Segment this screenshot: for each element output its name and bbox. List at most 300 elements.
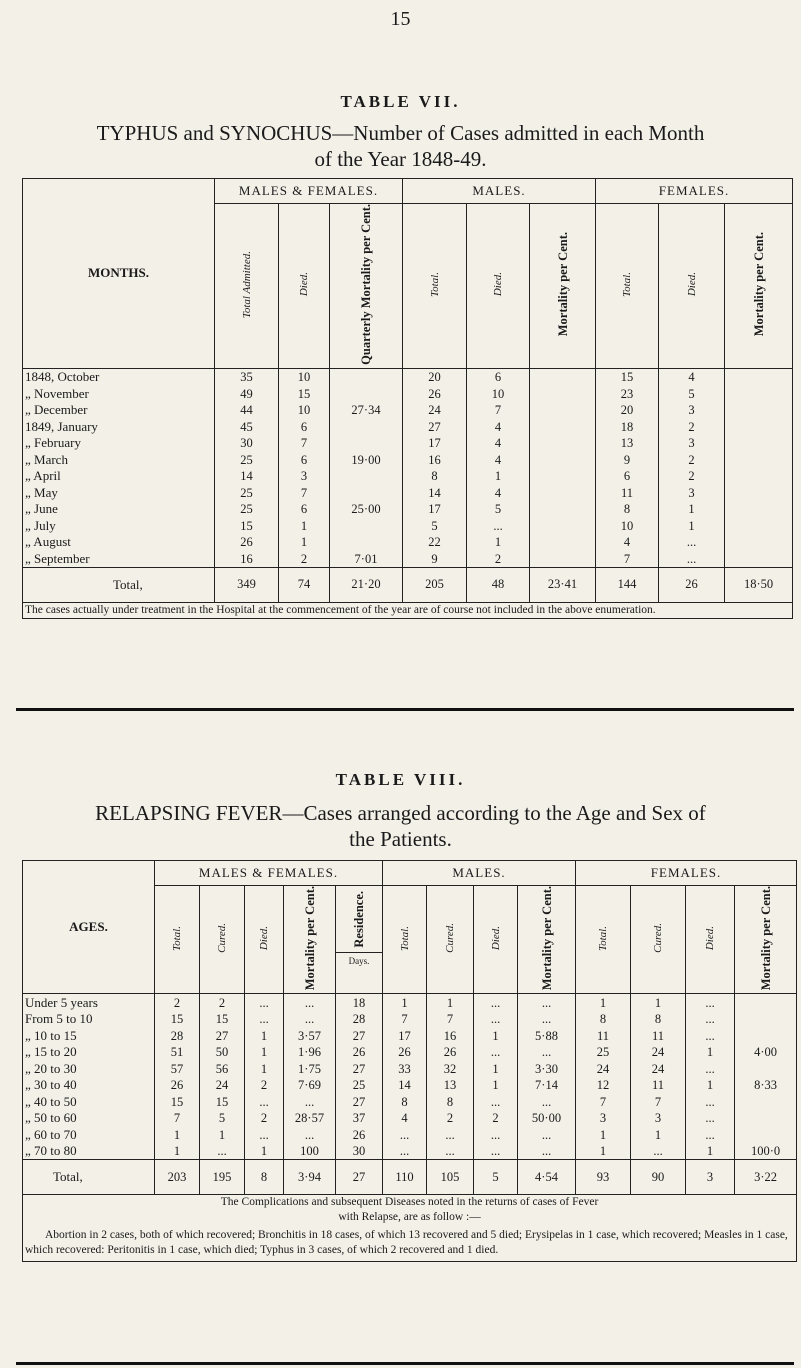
table-cell: 2: [245, 1077, 284, 1094]
table-cell: 1: [467, 468, 530, 485]
table-cell: [725, 534, 793, 551]
table-cell: 4: [467, 418, 530, 435]
table-cell: 26: [383, 1044, 427, 1061]
table7: [22, 178, 793, 619]
table-cell: [735, 1110, 797, 1127]
table7-total-row: [23, 567, 793, 602]
table-cell: 13: [596, 435, 659, 452]
table8-title-line2: the Patients.: [349, 827, 452, 851]
table-cell: ...: [383, 1143, 427, 1160]
table-cell: 3: [659, 435, 725, 452]
table-cell: 12: [576, 1077, 631, 1094]
table-cell: 56: [200, 1060, 245, 1077]
table-cell: 7: [383, 1011, 427, 1028]
age-label: „ 15 to 20: [23, 1044, 155, 1061]
table-cell: ...: [518, 1044, 576, 1061]
table-cell: [330, 484, 403, 501]
table-cell: [530, 468, 596, 485]
table-cell: ...: [659, 550, 725, 567]
table-cell: [725, 402, 793, 419]
table-cell: 1·96: [284, 1044, 336, 1061]
table-cell: 1: [245, 1044, 284, 1061]
age-label: „ 30 to 40: [23, 1077, 155, 1094]
table-cell: 6: [596, 468, 659, 485]
total-cell: 93: [576, 1160, 631, 1195]
month-label: 1849, January: [23, 418, 215, 435]
age-label: „ 20 to 30: [23, 1060, 155, 1077]
table-cell: ...: [474, 1011, 518, 1028]
month-label: „ March: [23, 451, 215, 468]
table-cell: ...: [518, 1143, 576, 1160]
table-row: [23, 994, 797, 1011]
table-cell: [330, 435, 403, 452]
table-cell: [725, 451, 793, 468]
table7-bottom-rule: [16, 708, 794, 711]
table-cell: 7: [155, 1110, 200, 1127]
table-cell: 3: [659, 484, 725, 501]
table-cell: 17: [383, 1027, 427, 1044]
total-cell: 90: [631, 1160, 686, 1195]
table-cell: 49: [215, 385, 279, 402]
table-cell: 2: [659, 418, 725, 435]
table-cell: [725, 468, 793, 485]
table-cell: [725, 435, 793, 452]
table-cell: 16: [427, 1027, 474, 1044]
table-cell: ...: [686, 1093, 735, 1110]
table-cell: 1: [155, 1143, 200, 1160]
total-cell: 74: [279, 567, 330, 602]
table-cell: 50·00: [518, 1110, 576, 1127]
table-cell: ...: [245, 1126, 284, 1143]
table-cell: ...: [245, 994, 284, 1011]
table-cell: 27·34: [330, 402, 403, 419]
table-cell: [530, 550, 596, 567]
table7-label: TABLE VII.: [340, 92, 461, 111]
table-cell: ...: [686, 1110, 735, 1127]
col-females-cured: Cured.: [631, 886, 686, 994]
col-females-died: Died.: [659, 204, 725, 369]
table-cell: ...: [427, 1126, 474, 1143]
table-cell: 5: [200, 1110, 245, 1127]
col-females-died: Died.: [686, 886, 735, 994]
both-sexes-header: MALES & FEMALES.: [215, 179, 403, 204]
col-females-total: Total.: [596, 204, 659, 369]
table-cell: 1: [427, 994, 474, 1011]
table-cell: 3: [659, 402, 725, 419]
table-cell: [725, 418, 793, 435]
table-cell: 9: [403, 550, 467, 567]
table-cell: 8: [383, 1093, 427, 1110]
table-cell: 8: [427, 1093, 474, 1110]
table-cell: 7: [279, 435, 330, 452]
table-cell: 27: [336, 1060, 383, 1077]
table-cell: 24: [631, 1044, 686, 1061]
table-cell: 24: [576, 1060, 631, 1077]
table-cell: 57: [155, 1060, 200, 1077]
table-cell: 2: [474, 1110, 518, 1127]
table-cell: ...: [245, 1093, 284, 1110]
table-cell: 1: [279, 534, 330, 551]
table8-title: [10, 800, 791, 852]
table-cell: 14: [383, 1077, 427, 1094]
table-cell: 6: [279, 501, 330, 518]
females-header: FEMALES.: [596, 179, 793, 204]
table-cell: 1: [245, 1060, 284, 1077]
col-females-mortality: Mortality per Cent.: [725, 204, 793, 369]
table-cell: ...: [474, 1093, 518, 1110]
col-males-total: Total.: [403, 204, 467, 369]
age-label: From 5 to 10: [23, 1011, 155, 1028]
table-cell: 3: [279, 468, 330, 485]
table-cell: 2: [279, 550, 330, 567]
table-cell: ...: [474, 994, 518, 1011]
col-males-died: Died.: [467, 204, 530, 369]
table-cell: ...: [686, 1027, 735, 1044]
table-row: [23, 484, 793, 501]
table-cell: 15: [155, 1093, 200, 1110]
table-cell: ...: [245, 1011, 284, 1028]
month-label: „ February: [23, 435, 215, 452]
table-cell: [725, 484, 793, 501]
table-cell: 16: [215, 550, 279, 567]
table-cell: 37: [336, 1110, 383, 1127]
table-cell: 1: [474, 1060, 518, 1077]
age-label: „ 10 to 15: [23, 1027, 155, 1044]
table-row: [23, 451, 793, 468]
table-cell: [735, 1126, 797, 1143]
table-cell: 26: [336, 1126, 383, 1143]
table-row: [23, 402, 793, 419]
table-cell: 20: [403, 368, 467, 385]
total-label: Total,: [23, 1160, 155, 1195]
total-cell: 5: [474, 1160, 518, 1195]
total-cell: 27: [336, 1160, 383, 1195]
table-cell: 8: [596, 501, 659, 518]
table-cell: 11: [596, 484, 659, 501]
table-cell: [530, 418, 596, 435]
table-cell: 15: [200, 1011, 245, 1028]
months-header: MONTHS.: [23, 179, 215, 369]
table-cell: 26: [427, 1044, 474, 1061]
table-cell: 15: [215, 517, 279, 534]
table-cell: [725, 550, 793, 567]
col-females-total: Total.: [576, 886, 631, 994]
table-row: [23, 1077, 797, 1094]
month-label: 1848, October: [23, 368, 215, 385]
table-cell: ...: [686, 1060, 735, 1077]
table-row: [23, 468, 793, 485]
table-cell: 3·30: [518, 1060, 576, 1077]
col-residence: Residence. Days.: [336, 886, 383, 994]
age-label: Under 5 years: [23, 994, 155, 1011]
table-cell: 19·00: [330, 451, 403, 468]
table-cell: 25: [215, 451, 279, 468]
table-row: [23, 501, 793, 518]
table-cell: [530, 451, 596, 468]
table-cell: 24: [403, 402, 467, 419]
table-cell: ...: [284, 994, 336, 1011]
table-cell: 10: [279, 402, 330, 419]
table-cell: [735, 1093, 797, 1110]
table-cell: 11: [631, 1027, 686, 1044]
table-cell: 2: [659, 468, 725, 485]
table-cell: 1: [383, 994, 427, 1011]
total-cell: 3: [686, 1160, 735, 1195]
table-cell: 25: [215, 501, 279, 518]
table8-label: TABLE VIII.: [335, 770, 466, 789]
month-label: „ April: [23, 468, 215, 485]
table-cell: 25·00: [330, 501, 403, 518]
table8: [22, 860, 797, 1262]
table-cell: 5: [403, 517, 467, 534]
table-cell: 7: [576, 1093, 631, 1110]
table-cell: 32: [427, 1060, 474, 1077]
table-cell: 27: [200, 1027, 245, 1044]
table-cell: 6: [279, 418, 330, 435]
table-cell: [330, 534, 403, 551]
table-cell: 28·57: [284, 1110, 336, 1127]
table-cell: 27: [336, 1027, 383, 1044]
table-cell: 15: [279, 385, 330, 402]
total-cell: 48: [467, 567, 530, 602]
table-cell: 5: [467, 501, 530, 518]
table-cell: [725, 501, 793, 518]
table-cell: ...: [474, 1044, 518, 1061]
table-cell: 20: [596, 402, 659, 419]
total-cell: 110: [383, 1160, 427, 1195]
table-cell: 8: [576, 1011, 631, 1028]
table7-note: The cases actually under treatment in the Hospital at the commencement of the year are of course not included in the above enumeration.: [23, 602, 793, 618]
table-cell: 11: [631, 1077, 686, 1094]
table-cell: 16: [403, 451, 467, 468]
total-cell: 203: [155, 1160, 200, 1195]
table-cell: 4: [596, 534, 659, 551]
table-cell: ...: [383, 1126, 427, 1143]
table-cell: 1: [659, 501, 725, 518]
table8-title-line1: RELAPSING FEVER—Cases arranged according to the Age and Sex of: [95, 801, 706, 825]
table8-total-row: [23, 1160, 797, 1195]
table-cell: 1: [245, 1143, 284, 1160]
table-cell: 15: [155, 1011, 200, 1028]
table-cell: ...: [659, 534, 725, 551]
table-cell: 1: [467, 534, 530, 551]
table-cell: 1: [686, 1077, 735, 1094]
table-cell: 17: [403, 501, 467, 518]
table-cell: 24: [200, 1077, 245, 1094]
col-females-mortality: Mortality per Cent.: [735, 886, 797, 994]
table-cell: 1: [200, 1126, 245, 1143]
table-cell: [530, 402, 596, 419]
col-males-died: Died.: [474, 886, 518, 994]
table-cell: ...: [427, 1143, 474, 1160]
table8-note: [23, 1195, 797, 1262]
females-header: FEMALES.: [576, 861, 797, 886]
table-cell: 7: [279, 484, 330, 501]
table-cell: 7: [631, 1093, 686, 1110]
table-cell: 11: [576, 1027, 631, 1044]
table-cell: [735, 1027, 797, 1044]
table-row: [23, 435, 793, 452]
table-cell: 8: [403, 468, 467, 485]
table-cell: 1: [659, 517, 725, 534]
table-cell: 4: [467, 484, 530, 501]
table-cell: 2: [200, 994, 245, 1011]
table-cell: 30: [336, 1143, 383, 1160]
table-cell: 1·75: [284, 1060, 336, 1077]
table-cell: 3: [631, 1110, 686, 1127]
table-cell: 4: [467, 435, 530, 452]
table-cell: [725, 517, 793, 534]
table-cell: 1: [576, 1126, 631, 1143]
table-cell: 27: [403, 418, 467, 435]
table-cell: ...: [686, 1126, 735, 1143]
table-cell: [530, 517, 596, 534]
table-cell: [735, 994, 797, 1011]
table-cell: 44: [215, 402, 279, 419]
table-cell: 18: [336, 994, 383, 1011]
table-cell: 7·01: [330, 550, 403, 567]
residence-unit: Days.: [336, 952, 382, 969]
month-label: „ August: [23, 534, 215, 551]
table-cell: 7: [467, 402, 530, 419]
table-cell: ...: [474, 1143, 518, 1160]
total-cell: 23·41: [530, 567, 596, 602]
col-total-admitted: Total Admitted.: [215, 204, 279, 369]
age-label: „ 70 to 80: [23, 1143, 155, 1160]
table-cell: 14: [215, 468, 279, 485]
table-cell: 8·33: [735, 1077, 797, 1094]
table-cell: ...: [518, 994, 576, 1011]
table-cell: ...: [200, 1143, 245, 1160]
table7-title-line2: of the Year 1848-49.: [314, 147, 487, 171]
table-cell: 7·69: [284, 1077, 336, 1094]
table-cell: 2: [427, 1110, 474, 1127]
table-cell: [530, 534, 596, 551]
table-cell: 25: [336, 1077, 383, 1094]
table-cell: [735, 1060, 797, 1077]
table-row: [23, 1060, 797, 1077]
table-row: [23, 550, 793, 567]
total-cell: 3·94: [284, 1160, 336, 1195]
table-cell: ...: [284, 1093, 336, 1110]
table-cell: 4: [467, 451, 530, 468]
table-cell: 26: [403, 385, 467, 402]
table-cell: 1: [474, 1027, 518, 1044]
col-total: Total.: [155, 886, 200, 994]
table-cell: [530, 501, 596, 518]
table-cell: 2: [155, 994, 200, 1011]
table-cell: 28: [155, 1027, 200, 1044]
table-cell: 1: [686, 1143, 735, 1160]
table-cell: ...: [686, 994, 735, 1011]
total-cell: 21·20: [330, 567, 403, 602]
table-cell: [330, 517, 403, 534]
table-cell: 5·88: [518, 1027, 576, 1044]
table-cell: [725, 368, 793, 385]
table-cell: [530, 435, 596, 452]
col-males-mortality: Mortality per Cent.: [530, 204, 596, 369]
table-cell: 5: [659, 385, 725, 402]
month-label: „ May: [23, 484, 215, 501]
table-cell: ...: [686, 1011, 735, 1028]
table-cell: ...: [284, 1126, 336, 1143]
table-cell: 6: [279, 451, 330, 468]
table-row: [23, 534, 793, 551]
table-cell: 1: [631, 994, 686, 1011]
total-cell: 195: [200, 1160, 245, 1195]
table-cell: 18: [596, 418, 659, 435]
table-cell: 15: [596, 368, 659, 385]
table-cell: 4: [659, 368, 725, 385]
table-cell: ...: [631, 1143, 686, 1160]
table-cell: [530, 368, 596, 385]
table-cell: [330, 418, 403, 435]
table-cell: ...: [467, 517, 530, 534]
age-label: „ 60 to 70: [23, 1126, 155, 1143]
total-cell: 8: [245, 1160, 284, 1195]
table-cell: 22: [403, 534, 467, 551]
table-cell: 8: [631, 1011, 686, 1028]
table-row: [23, 1093, 797, 1110]
total-cell: 105: [427, 1160, 474, 1195]
table8-bottom-rule: [16, 1362, 794, 1365]
ages-header: AGES.: [23, 861, 155, 994]
table-cell: [330, 368, 403, 385]
table-cell: 25: [215, 484, 279, 501]
table-cell: 50: [200, 1044, 245, 1061]
table-cell: 1: [576, 994, 631, 1011]
table-cell: 17: [403, 435, 467, 452]
col-quarterly-mortality: Quarterly Mortality per Cent.: [330, 204, 403, 369]
table-cell: 9: [596, 451, 659, 468]
age-label: „ 40 to 50: [23, 1093, 155, 1110]
table-cell: 25: [576, 1044, 631, 1061]
col-males-mortality: Mortality per Cent.: [518, 886, 576, 994]
table-cell: 7: [427, 1011, 474, 1028]
table-cell: ...: [518, 1011, 576, 1028]
table7-title: [10, 120, 791, 172]
table-cell: 1: [576, 1143, 631, 1160]
table-cell: 2: [245, 1110, 284, 1127]
table-cell: 10: [279, 368, 330, 385]
age-label: „ 50 to 60: [23, 1110, 155, 1127]
month-label: „ July: [23, 517, 215, 534]
table-row: [23, 1011, 797, 1028]
col-mortality: Mortality per Cent.: [284, 886, 336, 994]
table-row: [23, 385, 793, 402]
total-cell: 3·22: [735, 1160, 797, 1195]
table-cell: 2: [659, 451, 725, 468]
table-cell: 3: [576, 1110, 631, 1127]
table-cell: [735, 1011, 797, 1028]
table-cell: 7: [596, 550, 659, 567]
table-cell: 28: [336, 1011, 383, 1028]
table-cell: 1: [474, 1077, 518, 1094]
table-cell: ...: [284, 1011, 336, 1028]
col-males-cured: Cured.: [427, 886, 474, 994]
table-cell: 10: [467, 385, 530, 402]
table-cell: 2: [467, 550, 530, 567]
table-cell: 4·00: [735, 1044, 797, 1061]
col-died: Died.: [279, 204, 330, 369]
table-cell: 1: [155, 1126, 200, 1143]
month-label: „ November: [23, 385, 215, 402]
table-cell: 1: [245, 1027, 284, 1044]
total-cell: 4·54: [518, 1160, 576, 1195]
table-cell: 4: [383, 1110, 427, 1127]
table7-title-line1: TYPHUS and SYNOCHUS—Number of Cases admitted in each Month: [96, 121, 705, 145]
table-cell: 1: [279, 517, 330, 534]
